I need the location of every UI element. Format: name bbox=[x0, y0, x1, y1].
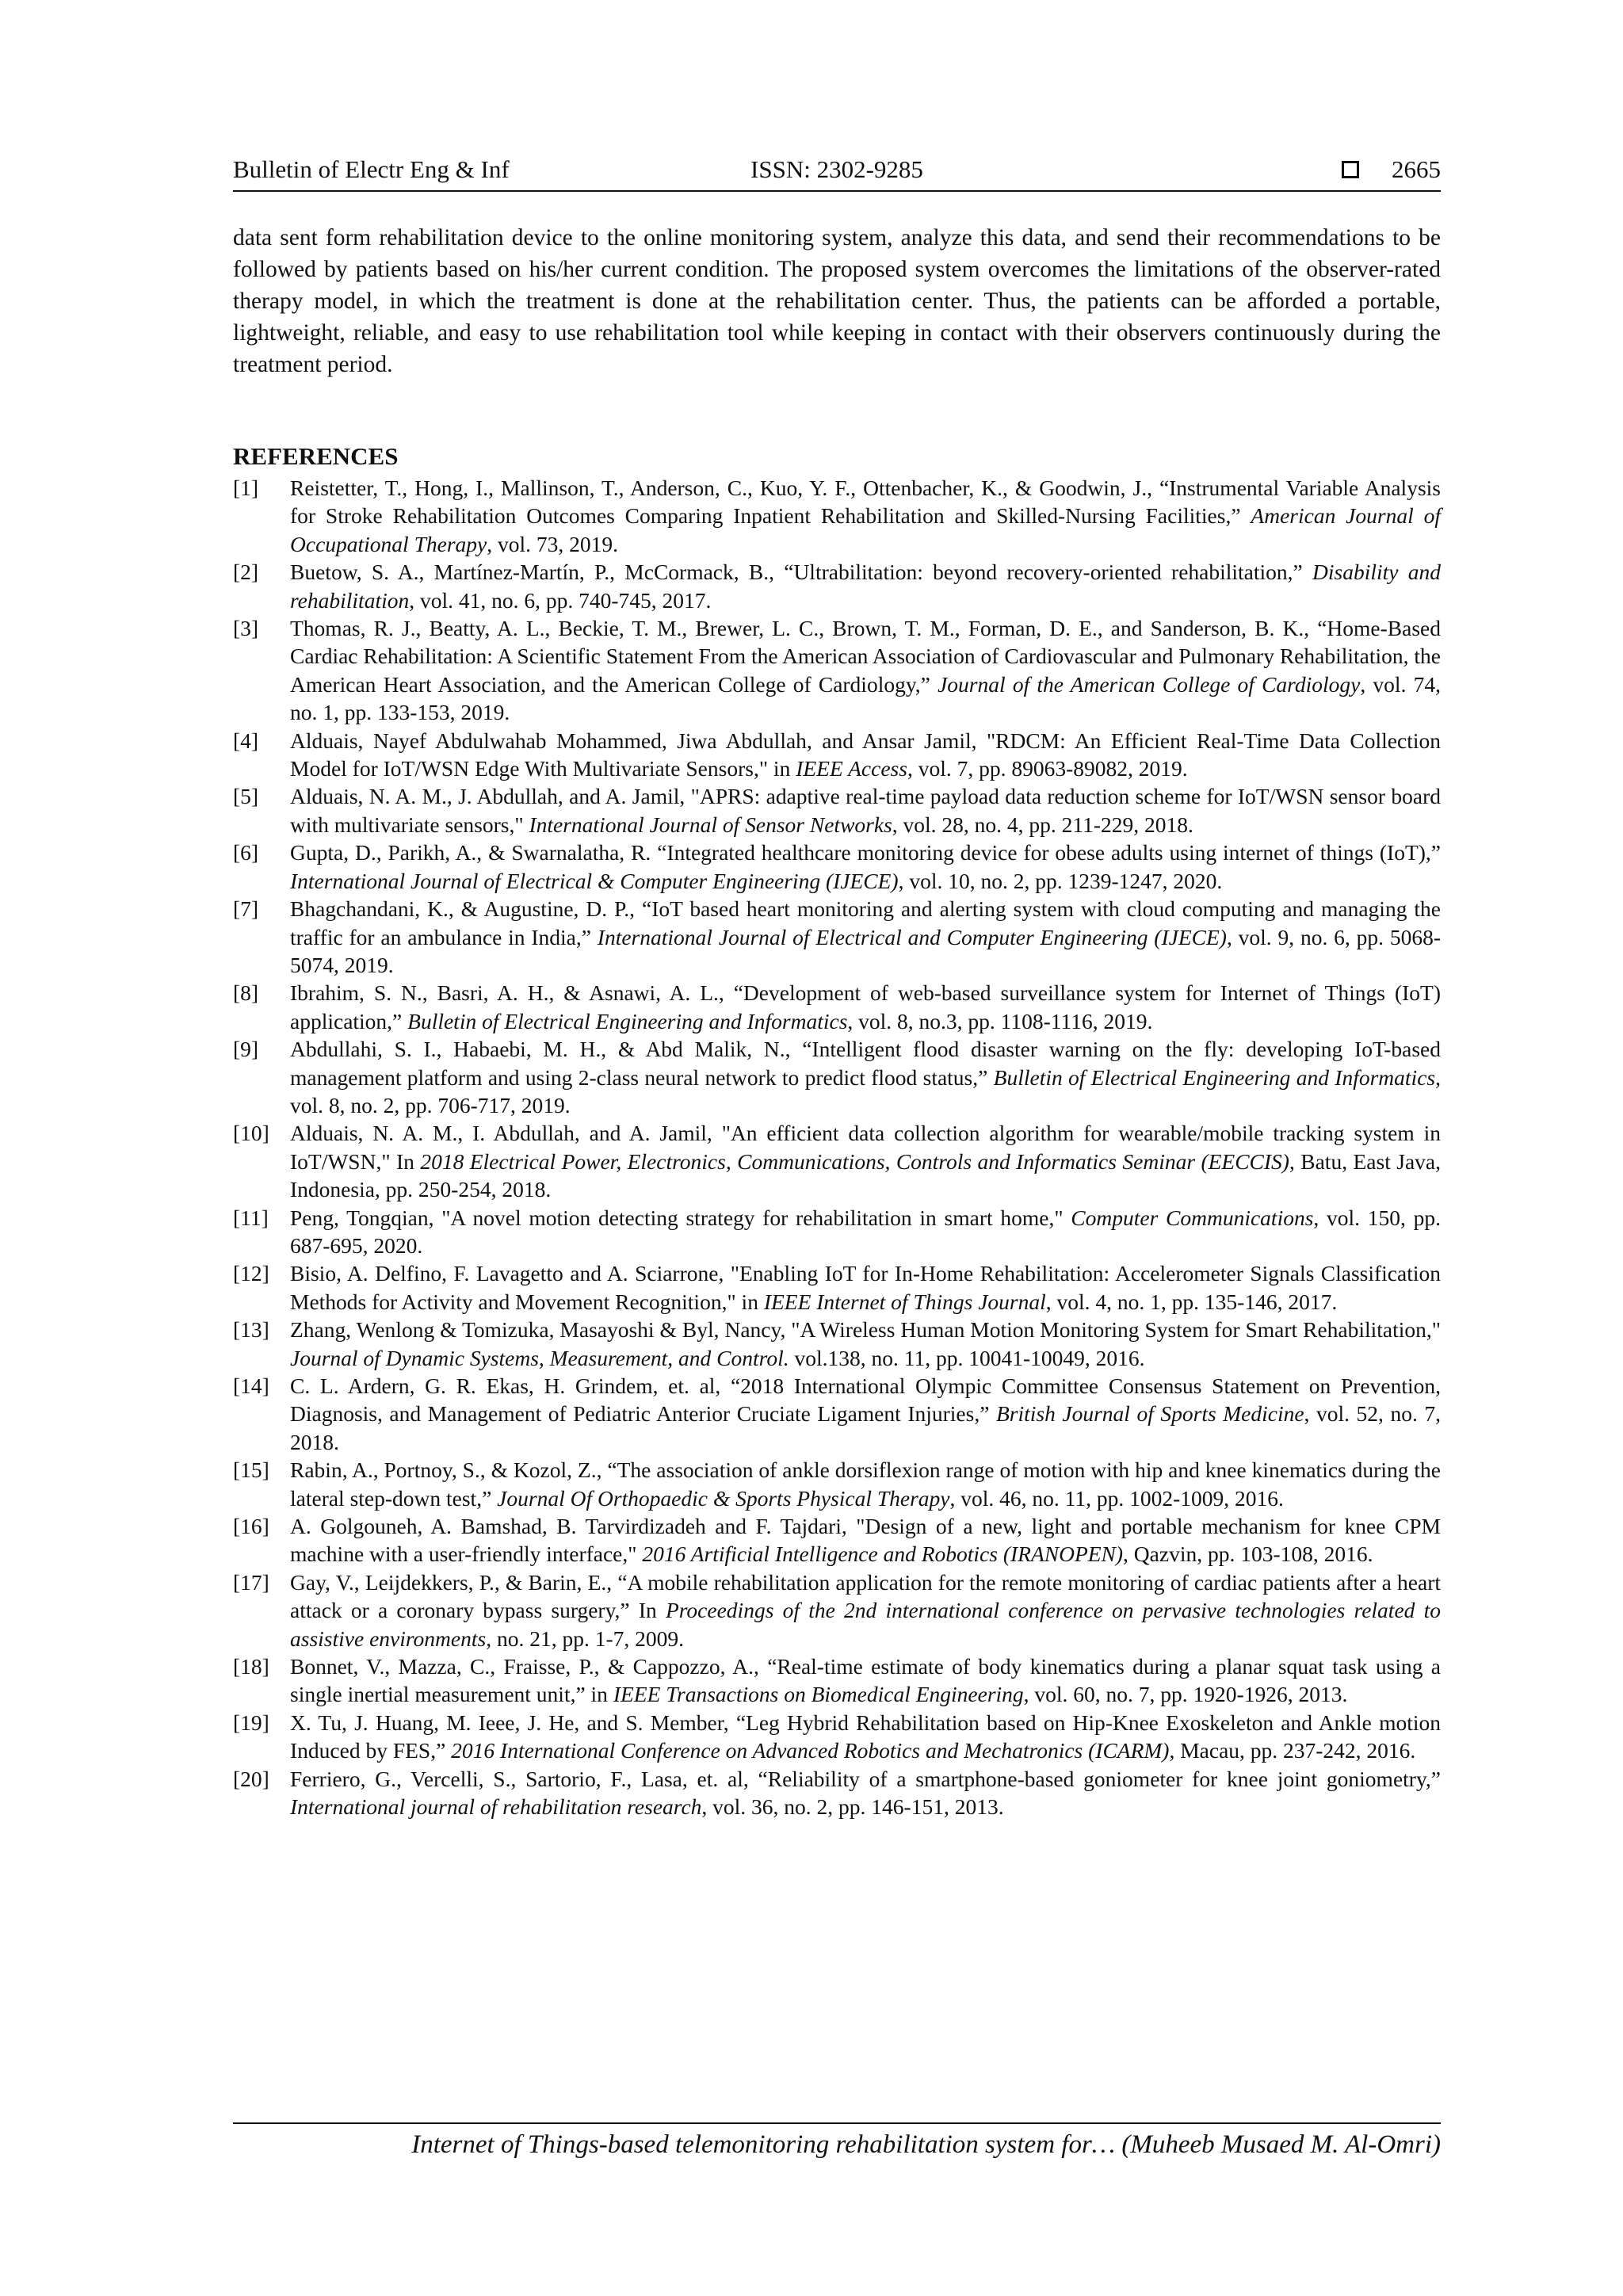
reference-item bbox=[233, 1765, 1441, 1821]
reference-venue: IEEE Access bbox=[796, 756, 907, 781]
page-number: 2665 bbox=[1392, 155, 1441, 183]
reference-item bbox=[233, 1709, 1441, 1765]
reference-authors-title: Gay, V., Leijdekkers, P., & Barin, E., “A mobile rehabilitation application for the remote monitoring of cardiac patients after a heart attack or a coronary bypass surgery,” In bbox=[290, 1569, 1441, 1623]
reference-number: [13] bbox=[233, 1317, 269, 1343]
reference-item bbox=[233, 1568, 1441, 1652]
footer-text: Internet of Things-based telemonitoring rehabilitation system for… (Muheeb Musaed M. Al-Omri) bbox=[411, 2130, 1441, 2159]
reference-details: , Qazvin, pp. 103-108, 2016. bbox=[1123, 1541, 1373, 1567]
reference-item bbox=[233, 1035, 1441, 1119]
reference-venue: International Journal of Electrical and Computer Engineering (IJECE) bbox=[597, 924, 1227, 949]
reference-text bbox=[290, 782, 1441, 839]
reference-number: [11] bbox=[233, 1205, 269, 1230]
reference-item bbox=[233, 979, 1441, 1035]
reference-number: [9] bbox=[233, 1037, 259, 1062]
reference-text bbox=[290, 895, 1441, 979]
reference-item bbox=[233, 614, 1441, 727]
reference-venue: British Journal of Sports Medicine bbox=[995, 1401, 1304, 1427]
reference-details: , Batu, East Java, Indonesia, pp. 250-254, 2018. bbox=[290, 1148, 1441, 1202]
reference-text bbox=[290, 1568, 1441, 1652]
reference-item bbox=[233, 1119, 1441, 1203]
reference-item bbox=[233, 782, 1441, 839]
reference-number: [15] bbox=[233, 1457, 269, 1483]
reference-authors-title: Ibrahim, S. N., Basri, A. H., & Asnawi, A. L., “Development of web-based surveillance system for Internet of Things (IoT) application,” bbox=[290, 980, 1441, 1033]
reference-item bbox=[233, 1512, 1441, 1568]
reference-number: [12] bbox=[233, 1261, 269, 1286]
reference-text bbox=[290, 727, 1441, 783]
reference-details: , vol. 8, no.3, pp. 1108-1116, 2019. bbox=[847, 1008, 1153, 1033]
reference-venue: IEEE Transactions on Biomedical Engineering bbox=[613, 1682, 1024, 1707]
reference-item bbox=[233, 1204, 1441, 1260]
reference-venue: American Journal of Occupational Therapy bbox=[290, 503, 1441, 556]
references-heading: REFERENCES bbox=[233, 442, 399, 470]
reference-venue: Disability and rehabilitation bbox=[290, 560, 1441, 613]
reference-number: [18] bbox=[233, 1654, 269, 1679]
reference-authors-title: Reistetter, T., Hong, I., Mallinson, T., Anderson, C., Kuo, Y. F., Ottenbacher, K., & Goodwin, J., “Instrumental Variable Analysis for Stroke Rehabilitation Outcomes Comparing Inpatient Rehabilitation and Skilled-Nursing Facilities,” bbox=[290, 476, 1441, 529]
reference-authors-title: Gupta, D., Parikh, A., & Swarnalatha, R. “Integrated healthcare monitoring device for obese adults using internet of things (IoT),” bbox=[290, 840, 1441, 865]
reference-authors-title: Zhang, Wenlong & Tomizuka, Masayoshi & Byl, Nancy, "A Wireless Human Motion Monitoring System for Smart Rehabilitation," bbox=[290, 1317, 1441, 1343]
reference-venue: Bulletin of Electrical Engineering and Informatics bbox=[407, 1008, 848, 1033]
references-list bbox=[233, 474, 1441, 1821]
reference-number: [5] bbox=[233, 784, 259, 809]
journal-name: Bulletin of Electr Eng & Inf bbox=[233, 155, 510, 183]
reference-venue: Proceedings of the 2nd international conference on pervasive technologies related to assistive environments bbox=[290, 1598, 1441, 1651]
reference-authors-title: Bhagchandani, K., & Augustine, D. P., “IoT based heart monitoring and alerting system with cloud computing and managing the traffic for an ambulance in India,” bbox=[290, 896, 1441, 949]
reference-venue: Journal of the American College of Cardiology bbox=[938, 671, 1361, 697]
reference-item bbox=[233, 895, 1441, 979]
reference-details: , vol. 46, no. 11, pp. 1002-1009, 2016. bbox=[949, 1485, 1284, 1511]
reference-venue: International journal of rehabilitation research bbox=[290, 1794, 702, 1820]
reference-number: [6] bbox=[233, 840, 259, 865]
reference-details: , vol. 150, pp. 687-695, 2020. bbox=[290, 1205, 1442, 1258]
reference-text bbox=[290, 1512, 1441, 1568]
reference-number: [17] bbox=[233, 1569, 269, 1595]
reference-number: [19] bbox=[233, 1710, 269, 1735]
reference-authors-title: X. Tu, J. Huang, M. Ieee, J. He, and S. Member, “Leg Hybrid Rehabilitation based on Hip-Knee Exoskeleton and Ankle motion Induced by FES,” bbox=[290, 1710, 1441, 1763]
reference-text bbox=[290, 1259, 1441, 1316]
reference-details: , vol. 41, no. 6, pp. 740-745, 2017. bbox=[409, 587, 712, 613]
reference-venue: Journal of Dynamic Systems, Measurement, and Control. bbox=[290, 1345, 789, 1370]
reference-authors-title: Peng, Tongqian, "A novel motion detecting strategy for rehabilitation in smart home," bbox=[290, 1205, 1071, 1230]
reference-authors-title: Abdullahi, S. I., Habaebi, M. H., & Abd Malik, N., “Intelligent flood disaster warning on the fly: developing IoT-based management platform and using 2-class neural network to predict flood status,” bbox=[290, 1037, 1441, 1090]
reference-text bbox=[290, 839, 1441, 895]
reference-item bbox=[233, 1652, 1441, 1709]
reference-authors-title: Rabin, A., Portnoy, S., & Kozol, Z., “The association of ankle dorsiflexion range of motion with hip and knee kinematics during the lateral step-down test,” bbox=[290, 1457, 1441, 1511]
reference-authors-title: Alduais, N. A. M., I. Abdullah, and A. Jamil, "An efficient data collection algorithm for wearable/mobile tracking system in IoT/WSN," In bbox=[290, 1121, 1441, 1174]
reference-text bbox=[290, 1035, 1441, 1119]
page-header bbox=[233, 155, 1441, 192]
reference-authors-title: Alduais, Nayef Abdulwahab Mohammed, Jiwa Abdullah, and Ansar Jamil, "RDCM: An Efficient Real-Time Data Collection Model for IoT/WSN Edge With Multivariate Sensors," in bbox=[290, 728, 1441, 781]
reference-item bbox=[233, 839, 1441, 895]
reference-text bbox=[290, 1652, 1441, 1709]
reference-authors-title: Buetow, S. A., Martínez-Martín, P., McCormack, B., “Ultrabilitation: beyond recovery-oriented rehabilitation,” bbox=[290, 560, 1313, 585]
reference-text bbox=[290, 1204, 1441, 1260]
issn: ISSN: 2302-9285 bbox=[750, 155, 923, 183]
reference-number: [1] bbox=[233, 476, 259, 500]
reference-text bbox=[290, 979, 1441, 1035]
reference-details: , vol. 9, no. 6, pp. 5068-5074, 2019. bbox=[290, 924, 1441, 977]
reference-item bbox=[233, 1316, 1441, 1372]
reference-number: [7] bbox=[233, 896, 259, 922]
reference-number: [2] bbox=[233, 560, 259, 585]
header-rule bbox=[233, 190, 1441, 192]
footer-rule bbox=[233, 2122, 1441, 2124]
reference-item bbox=[233, 1259, 1441, 1316]
page-footer bbox=[233, 2122, 1441, 2160]
reference-authors-title: Thomas, R. J., Beatty, A. L., Beckie, T. M., Brewer, L. C., Brown, T. M., Forman, D. E., and Sanderson, B. K., “Home-Based Cardiac Rehabilitation: A Scientific Statement From the American Association of Cardiovascular and Pulmonary Rehabilitation, the American Heart Association, and the American College of Cardiology,” bbox=[290, 616, 1441, 697]
reference-number: [16] bbox=[233, 1514, 269, 1539]
reference-venue: Journal Of Orthopaedic & Sports Physical Therapy bbox=[497, 1485, 950, 1511]
reference-number: [8] bbox=[233, 980, 259, 1006]
reference-details: , vol. 7, pp. 89063-89082, 2019. bbox=[907, 756, 1188, 781]
reference-item bbox=[233, 727, 1441, 783]
reference-details: , vol. 10, no. 2, pp. 1239-1247, 2020. bbox=[898, 868, 1223, 893]
reference-text bbox=[290, 1709, 1441, 1765]
reference-item bbox=[233, 558, 1441, 614]
reference-text bbox=[290, 1456, 1441, 1512]
reference-details: , vol. 8, no. 2, pp. 706-717, 2019. bbox=[290, 1064, 1441, 1117]
reference-text bbox=[290, 1765, 1441, 1821]
reference-details: , vol. 4, no. 1, pp. 135-146, 2017. bbox=[1045, 1289, 1338, 1314]
body-paragraph: data sent form rehabilitation device to the online monitoring system, analyze this data, and send their recommendations to be followed by patients based on his/her current condition. The proposed system overcomes the limitations of the observer-rated therapy model, in which the treatment is done at the rehabilitation center. Thus, the patients can be afforded a portable, lightweight, reliable, and easy to use rehabilitation tool while keeping in contact with their observers continuously during the treatment period. bbox=[233, 225, 1441, 377]
reference-details: , vol. 28, no. 4, pp. 211-229, 2018. bbox=[892, 812, 1193, 837]
reference-number: [20] bbox=[233, 1766, 269, 1791]
reference-number: [3] bbox=[233, 616, 259, 641]
reference-details: , no. 21, pp. 1-7, 2009. bbox=[486, 1626, 685, 1651]
reference-authors-title: Bisio, A. Delfino, F. Lavagetto and A. Sciarrone, "Enabling IoT for In-Home Rehabilitation: Accelerometer Signals Classification Methods for Activity and Movement Recognition," in bbox=[290, 1261, 1441, 1314]
reference-details: , vol. 60, no. 7, pp. 1920-1926, 2013. bbox=[1023, 1682, 1348, 1707]
reference-details: , vol. 73, 2019. bbox=[487, 531, 618, 556]
reference-authors-title: Ferriero, G., Vercelli, S., Sartorio, F., Lasa, et. al, “Reliability of a smartphone-based goniometer for knee joint goniometry,” bbox=[290, 1766, 1441, 1791]
reference-number: [4] bbox=[233, 728, 259, 753]
reference-authors-title: C. L. Ardern, G. R. Ekas, H. Grindem, et. al, “2018 International Olympic Committee Consensus Statement on Prevention, Diagnosis, and Management of Pediatric Anterior Cruciate Ligament Injuries,” bbox=[290, 1373, 1441, 1427]
reference-details: , Macau, pp. 237-242, 2016. bbox=[1169, 1738, 1416, 1763]
reference-text bbox=[290, 1119, 1441, 1203]
reference-details: vol.138, no. 11, pp. 10041-10049, 2016. bbox=[789, 1345, 1145, 1370]
reference-venue: 2016 International Conference on Advanced Robotics and Mechatronics (ICARM) bbox=[451, 1738, 1170, 1763]
reference-item bbox=[233, 1456, 1441, 1512]
reference-venue: IEEE Internet of Things Journal bbox=[763, 1289, 1046, 1314]
reference-item bbox=[233, 1372, 1441, 1456]
reference-venue: International Journal of Electrical & Computer Engineering (IJECE) bbox=[290, 868, 899, 893]
reference-venue: International Journal of Sensor Networks bbox=[529, 812, 892, 837]
reference-text bbox=[290, 614, 1441, 727]
reference-text bbox=[290, 1316, 1441, 1372]
reference-number: [14] bbox=[233, 1373, 269, 1398]
reference-text bbox=[290, 1372, 1441, 1456]
checkbox-square-icon bbox=[1342, 161, 1359, 178]
reference-authors-title: A. Golgouneh, A. Bamshad, B. Tarvirdizadeh and F. Tajdari, "Design of a new, light and portable mechanism for knee CPM machine with a user-friendly interface," bbox=[290, 1514, 1441, 1567]
reference-authors-title: Bonnet, V., Mazza, C., Fraisse, P., & Cappozzo, A., “Real-time estimate of body kinematics during a planar squat task using a single inertial measurement unit,” in bbox=[290, 1654, 1441, 1707]
reference-venue: Computer Communications bbox=[1071, 1205, 1314, 1230]
reference-item bbox=[233, 474, 1441, 558]
reference-text bbox=[290, 474, 1441, 558]
reference-authors-title: Alduais, N. A. M., J. Abdullah, and A. Jamil, "APRS: adaptive real-time payload data reduction scheme for IoT/WSN sensor board with multivariate sensors," bbox=[290, 784, 1441, 837]
reference-number: [10] bbox=[233, 1121, 269, 1146]
reference-venue: 2016 Artificial Intelligence and Robotics (IRANOPEN) bbox=[642, 1541, 1124, 1567]
reference-text bbox=[290, 558, 1441, 614]
reference-details: , vol. 52, no. 7, 2018. bbox=[290, 1401, 1441, 1454]
reference-venue: 2018 Electrical Power, Electronics, Communications, Controls and Informatics Seminar (EECCIS) bbox=[420, 1148, 1289, 1174]
reference-details: , vol. 36, no. 2, pp. 146-151, 2013. bbox=[701, 1794, 1004, 1820]
reference-details: , vol. 74, no. 1, pp. 133-153, 2019. bbox=[290, 671, 1442, 725]
reference-venue: Bulletin of Electrical Engineering and Informatics bbox=[993, 1064, 1436, 1090]
